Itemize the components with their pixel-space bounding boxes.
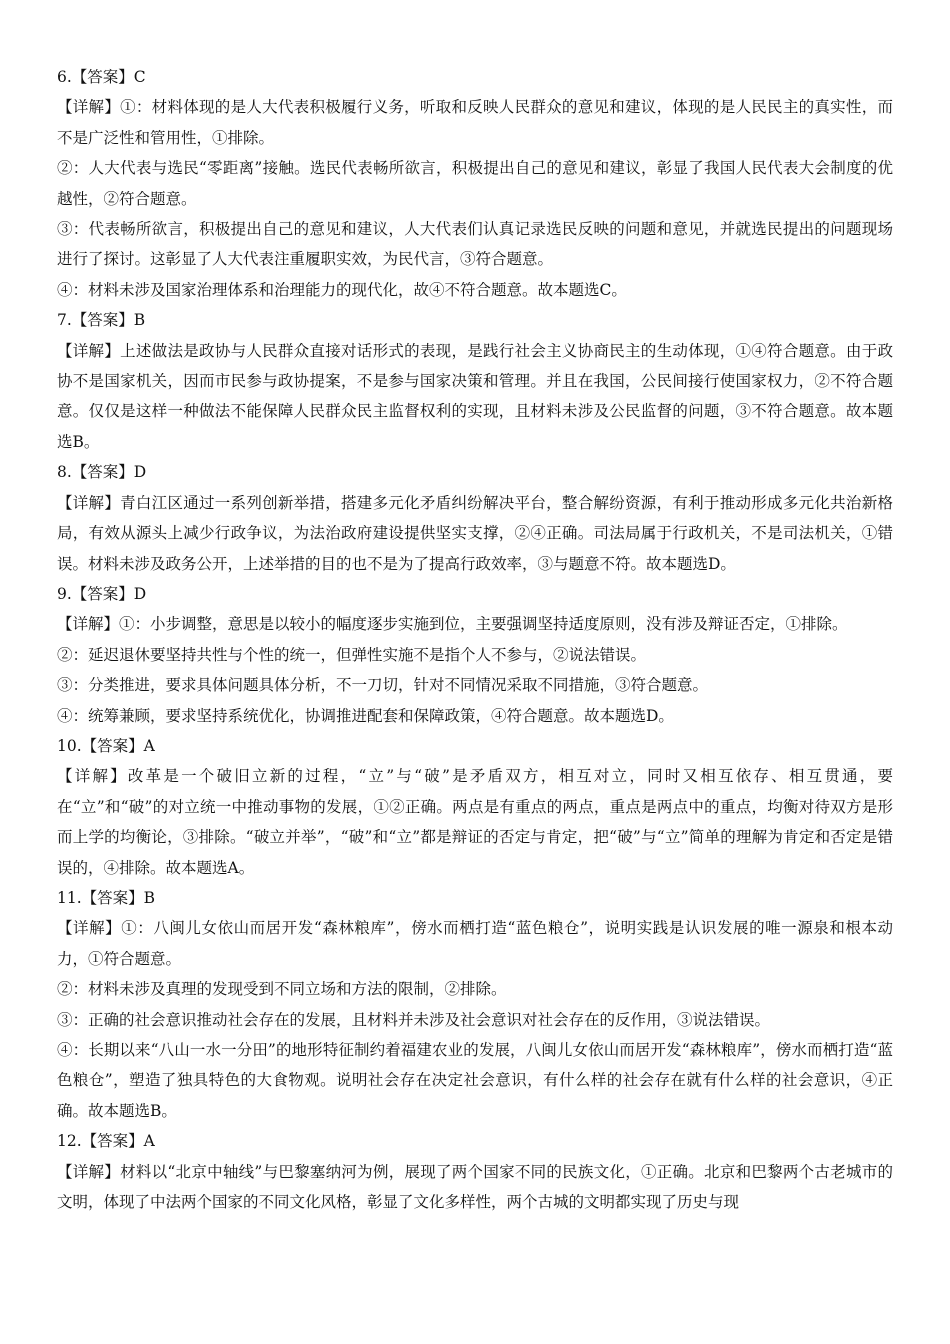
answer-line-q9: 9.【答案】D bbox=[57, 584, 147, 603]
answer-line-q11: 11.【答案】B bbox=[57, 888, 156, 907]
explanation-q6-item4: ④：材料未涉及国家治理体系和治理能力的现代化，故④不符合题意。故本题选C。 bbox=[57, 280, 627, 299]
explanation-q9-item2: ②：延迟退休要坚持共性与个性的统一，但弹性实施不是指个人不参与，②说法错误。 bbox=[57, 645, 647, 664]
explanation-q11-item1: 【详解】①：八闽儿女依山而居开发“森林粮库”，傍水而栖打造“蓝色粮仓”，说明实践是认识发展的唯一源泉和根本动力，①符合题意。 bbox=[57, 919, 893, 968]
explanation-q8: 【详解】青白江区通过一系列创新举措，搭建多元化矛盾纠纷解决平台，整合解纷资源，有利于推动形成多元化共治新格局，有效从源头上减少行政争议，为法治政府建设提供坚实支撑，②④正确。司法局属于行政机关，不是司法机关，①错误。材料未涉及政务公开，上述举措的目的也不是为了提高行政效率，③与题意不符。故本题选D。 bbox=[57, 493, 893, 573]
explanation-q10: 【详解】改革是一个破旧立新的过程，“立”与“破”是矛盾双方，相互对立，同时又相互依存、相互贯通，要在“立”和“破”的对立统一中推动事物的发展，①②正确。两点是有重点的两点，重点是两点中的重点，均衡对待双方是形而上学的均衡论，③排除。“破立并举”，“破”和“立”都是辩证的否定与肯定，把“破”与“立”简单的理解为肯定和否定是错误的，④排除。故本题选A。 bbox=[57, 767, 893, 877]
answer-line-q12: 12.【答案】A bbox=[57, 1132, 155, 1151]
explanation-q6-item1: 【详解】①：材料体现的是人大代表积极履行义务，听取和反映人民群众的意见和建议，体现的是人民民主的真实性，而不是广泛性和管用性，①排除。 bbox=[57, 98, 893, 147]
answer-line-q8: 8.【答案】D bbox=[57, 463, 147, 482]
explanation-q12: 【详解】材料以“北京中轴线”与巴黎塞纳河为例，展现了两个国家不同的民族文化，①正确。北京和巴黎两个古老城市的文明，体现了中法两个国家的不同文化风格，彰显了文化多样性，两个古城的文明都实现了历史与现 bbox=[57, 1162, 893, 1212]
answer-line-q10: 10.【答案】A bbox=[57, 736, 155, 755]
explanation-q9-item3: ③：分类推进，要求具体问题具体分析，不一刀切，针对不同情况采取不同措施，③符合题意。 bbox=[57, 676, 709, 695]
answer-line-q7: 7.【答案】B bbox=[57, 311, 146, 330]
explanation-q11-item2: ②：材料未涉及真理的发现受到不同立场和方法的限制，②排除。 bbox=[57, 980, 507, 999]
answer-document bbox=[57, 62, 893, 1217]
explanation-q7: 【详解】上述做法是政协与人民群众直接对话形式的表现，是践行社会主义协商民主的生动体现，①④符合题意。由于政协不是国家机关，因而市民参与政协提案，不是参与国家决策和管理。并且在我国，公民间接行使国家权力，②不符合题意。仅仅是这样一种做法不能保障人民群众民主监督权利的实现，且材料未涉及公民监督的问题，③不符合题意。故本题选B。 bbox=[57, 341, 893, 451]
explanation-q11-item4: ④：长期以来“八山一水一分田”的地形特征制约着福建农业的发展，八闽儿女依山而居开发“森林粮库”，傍水而栖打造“蓝色粮仓”，塑造了独具特色的大食物观。说明社会存在决定社会意识，有什么样的社会存在就有什么样的社会意识，④正确。故本题选B。 bbox=[57, 1041, 893, 1120]
explanation-q9-item1: 【详解】①：小步调整，意思是以较小的幅度逐步实施到位，主要强调坚持适度原则，没有涉及辩证否定，①排除。 bbox=[57, 615, 848, 634]
answer-line-q6: 6.【答案】C bbox=[57, 68, 146, 86]
explanation-q6-item3: ③：代表畅所欲言，积极提出自己的意见和建议，人大代表们认真记录选民反映的问题和意见，并就选民提出的问题现场进行了探讨。这彰显了人大代表注重履职实效，为民代言，③符合题意。 bbox=[57, 220, 893, 269]
explanation-q6-item2: ②：人大代表与选民“零距离”接触。选民代表畅所欲言，积极提出自己的意见和建议，彰显了我国人民代表大会制度的优越性，②符合题意。 bbox=[57, 159, 893, 208]
explanation-q9-item4: ④：统筹兼顾，要求坚持系统优化，协调推进配套和保障政策，④符合题意。故本题选D。 bbox=[57, 706, 674, 725]
explanation-q11-item3: ③：正确的社会意识推动社会存在的发展，且材料并未涉及社会意识对社会存在的反作用，③说法错误。 bbox=[57, 1010, 771, 1029]
